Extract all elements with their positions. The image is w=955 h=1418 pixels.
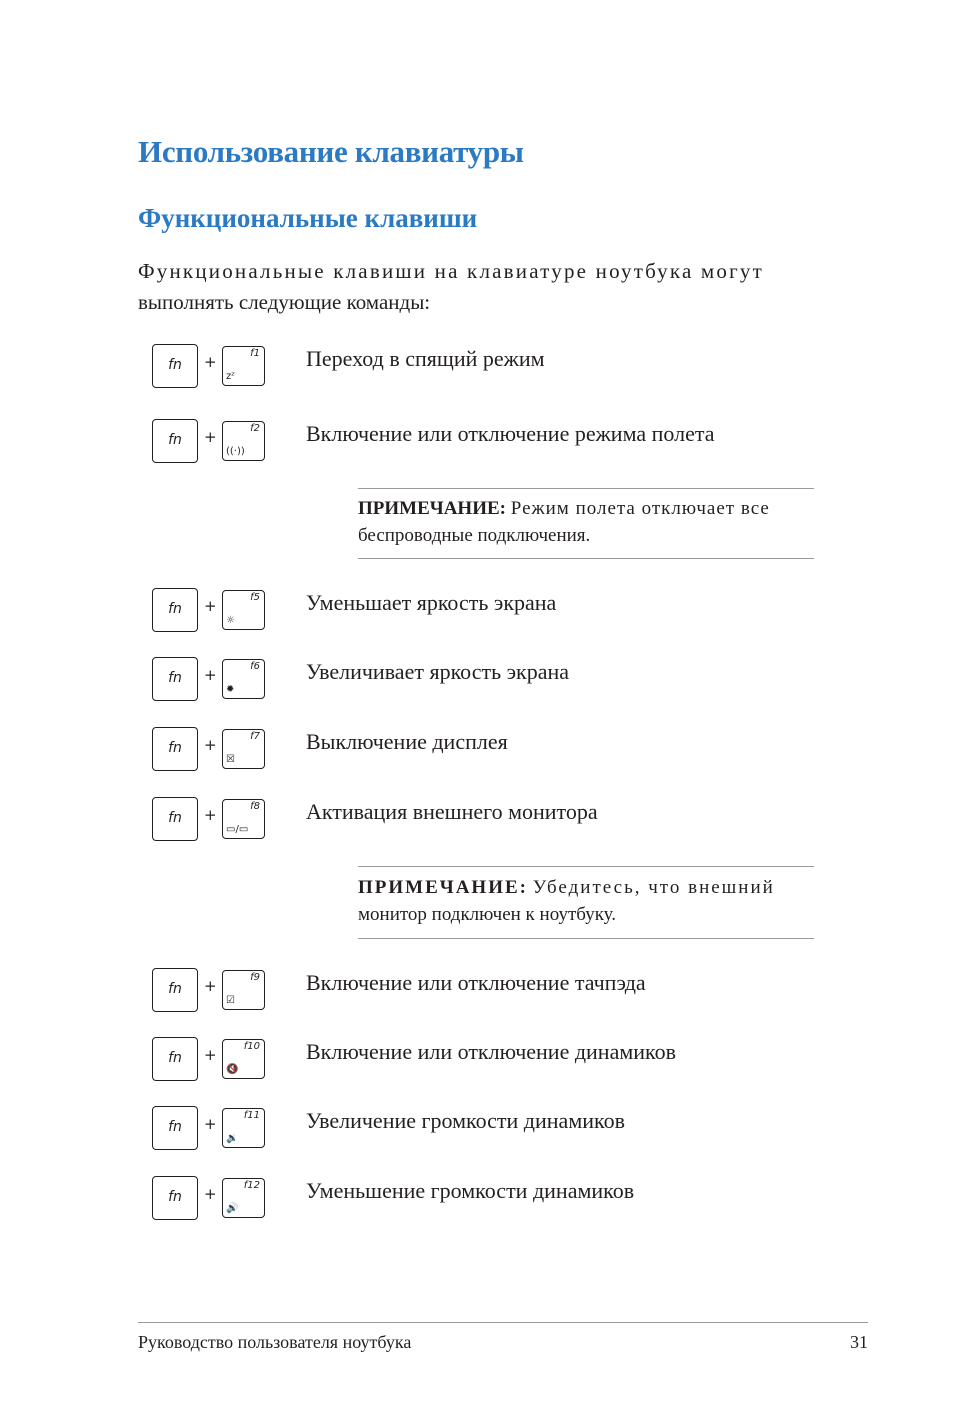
- fn-key-label: fn: [168, 810, 182, 826]
- shortcut-description: Активация внешнего монитора: [306, 799, 598, 824]
- sleep-icon: zᶻ: [226, 371, 235, 382]
- shortcut-row: [0, 727, 955, 777]
- shortcut-row: [0, 657, 955, 707]
- shortcut-row: [0, 588, 955, 638]
- footer-title: Руководство пользователя ноутбука: [138, 1332, 412, 1352]
- fn-key-label: fn: [168, 601, 182, 617]
- plus-sign: +: [204, 977, 217, 995]
- f8-key: [222, 799, 265, 839]
- intro-line-1: Функциональные клавиши на клавиатуре ноутбука могут: [138, 259, 764, 283]
- shortcut-row: [0, 1176, 955, 1226]
- f-key-label: f10: [243, 1041, 260, 1052]
- fn-key-label: fn: [168, 357, 182, 373]
- shortcut-description: Уменьшает яркость экрана: [306, 590, 557, 615]
- note-line-1: [358, 495, 814, 522]
- f-key-label: f8: [250, 801, 260, 812]
- footer-divider: [138, 1322, 868, 1323]
- plus-sign: +: [204, 1115, 217, 1133]
- fn-key-label: fn: [168, 740, 182, 756]
- airplane-mode-icon: ((·)): [226, 446, 245, 457]
- shortcut-description: Выключение дисплея: [306, 729, 508, 754]
- fn-key-label: fn: [168, 432, 182, 448]
- volume-up-icon: 🔉: [226, 1133, 239, 1144]
- external-monitor-icon: ▭/▭: [226, 824, 249, 835]
- plus-sign: +: [204, 428, 217, 446]
- shortcut-row: [0, 797, 955, 847]
- note-text: Убедитесь, что внешний: [532, 877, 775, 898]
- note-box: [358, 866, 814, 939]
- speaker-mute-icon: 🔇: [226, 1064, 239, 1075]
- note-line-1: [358, 874, 814, 901]
- fn-key: [152, 968, 198, 1012]
- shortcut-description: Включение или отключение режима полета: [306, 421, 715, 446]
- shortcut-description: Включение или отключение динамиков: [306, 1039, 676, 1064]
- fn-key: [152, 797, 198, 841]
- f1-key: [222, 346, 265, 386]
- plus-sign: +: [204, 1046, 217, 1064]
- shortcut-description: Включение или отключение тачпэда: [306, 970, 646, 995]
- shortcut-description: Уменьшение громкости динамиков: [306, 1178, 635, 1203]
- shortcut-description: Увеличение громкости динамиков: [306, 1108, 625, 1133]
- fn-key-label: fn: [168, 1189, 182, 1205]
- fn-key: [152, 1106, 198, 1150]
- fn-key-label: fn: [168, 1119, 182, 1135]
- f-key-label: f12: [243, 1180, 260, 1191]
- note-line-2: монитор подключен к ноутбуку.: [358, 904, 617, 925]
- f5-key: [222, 590, 265, 630]
- plus-sign: +: [204, 666, 217, 684]
- fn-key: [152, 657, 198, 701]
- f11-key: [222, 1108, 265, 1148]
- plus-sign: +: [204, 597, 217, 615]
- f7-key: [222, 729, 265, 769]
- fn-key: [152, 344, 198, 388]
- fn-key: [152, 1037, 198, 1081]
- shortcut-description: Переход в спящий режим: [306, 346, 545, 371]
- page-title: Использование клавиатуры: [138, 134, 524, 169]
- brightness-up-icon: ✹: [226, 684, 235, 695]
- display-off-icon: ☒: [226, 754, 235, 765]
- note-label: ПРИМЕЧАНИЕ:: [358, 498, 506, 519]
- shortcut-row: [0, 419, 955, 469]
- shortcut-description: Увеличивает яркость экрана: [306, 659, 570, 684]
- section-title: Функциональные клавиши: [138, 203, 478, 233]
- f12-key: [222, 1178, 265, 1218]
- shortcut-row: [0, 1037, 955, 1087]
- fn-key-label: fn: [168, 1050, 182, 1066]
- fn-key: [152, 419, 198, 463]
- fn-key-label: fn: [168, 981, 182, 997]
- shortcut-row: [0, 1106, 955, 1156]
- f2-key: [222, 421, 265, 461]
- plus-sign: +: [204, 806, 217, 824]
- brightness-down-icon: ☼: [226, 615, 235, 626]
- note-line-2: беспроводные подключения.: [358, 525, 591, 546]
- intro-line-2: выполнять следующие команды:: [138, 290, 431, 314]
- f10-key: [222, 1039, 265, 1079]
- f-key-label: f2: [250, 423, 260, 434]
- note-box: [358, 488, 814, 559]
- note-label: ПРИМЕЧАНИЕ:: [358, 877, 528, 898]
- page-number: 31: [850, 1332, 868, 1352]
- f-key-label: f9: [250, 972, 260, 983]
- plus-sign: +: [204, 736, 217, 754]
- fn-key-label: fn: [168, 670, 182, 686]
- note-text: Режим полета отключает все: [510, 498, 770, 519]
- volume-down-icon: 🔊: [226, 1203, 239, 1214]
- plus-sign: +: [204, 1185, 217, 1203]
- f-key-label: f6: [250, 661, 260, 672]
- plus-sign: +: [204, 353, 217, 371]
- fn-key: [152, 1176, 198, 1220]
- f9-key: [222, 970, 265, 1010]
- f-key-label: f11: [243, 1110, 260, 1121]
- f6-key: [222, 659, 265, 699]
- fn-key: [152, 727, 198, 771]
- shortcut-row: [0, 968, 955, 1018]
- intro-paragraph: [138, 256, 824, 318]
- touchpad-icon: ☑: [226, 995, 235, 1006]
- f-key-label: f7: [250, 731, 260, 742]
- f-key-label: f5: [250, 592, 260, 603]
- fn-key: [152, 588, 198, 632]
- f-key-label: f1: [250, 348, 260, 359]
- shortcut-row: [0, 344, 955, 394]
